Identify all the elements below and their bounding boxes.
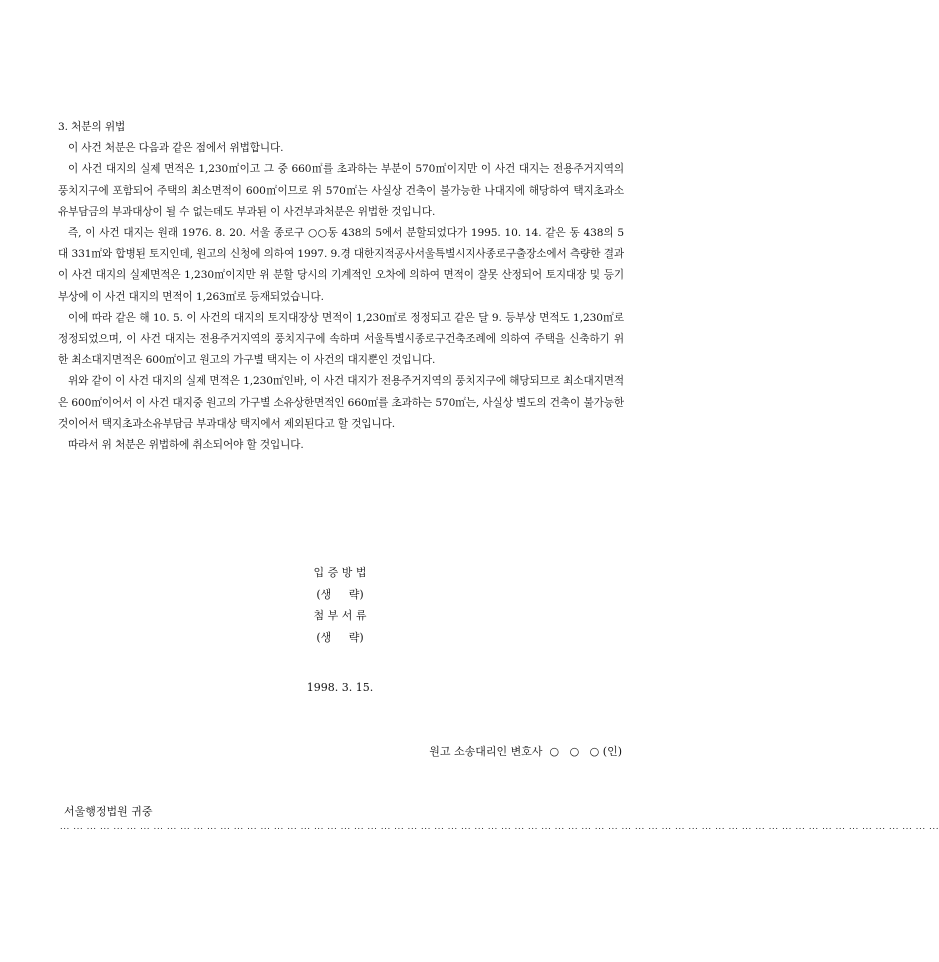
evidence-note: (생 략) (316, 587, 364, 601)
dotted-separator: ... ... ... ... ... ... ... ... ... ... ... ... ... ... ... ... ... ... ... ... ... ... ... ... ... ... ... ... ... ... ... ... ... ... ... ... ... ... ... ... ... ... ... ... ... ... ... ... ... ... ... ... ... ... ... ... ... ... ... ... ... ... ... ... ... ... (60, 822, 939, 831)
filing-date: 1998. 3. 15. (306, 681, 374, 694)
paragraph-4: 이에 따라 같은 해 10. 5. 이 사건의 대지의 토지대장상 면적이 1,230㎡로 정정되고 같은 달 9. 등부상 면적도 1,230㎡로 정정되었으며, 이 사건 대지는 전용주거지역의 풍치지구에 속하며 서울특별시종로구건축조례에 의하여 주택을 신축하기 위한 최소대지면적은 600㎡이고 원고의 가구별 택지는 이 사건의 대지뿐인 것입니다. (58, 311, 624, 367)
attachments-title: 첨 부 서 류 (313, 609, 367, 622)
court-addressee: 서울행정법원 귀중 (64, 805, 153, 818)
section-heading: 3. 처분의 위법 (58, 121, 126, 133)
attachments-note: (생 략) (316, 630, 364, 644)
evidence-title: 입 증 방 법 (313, 566, 367, 579)
document-body (58, 117, 624, 456)
paragraph-6: 따라서 위 처분은 위법하에 취소되어야 할 것입니다. (68, 439, 304, 452)
paragraph-1: 이 사건 처분은 다음과 같은 점에서 위법합니다. (68, 142, 284, 155)
attorney-signature: 원고 소송대리인 변호사 ○ ○ ○ (인) (429, 745, 622, 758)
paragraph-3: 즉, 이 사건 대지는 원래 1976. 8. 20. 서울 종로구 ○○동 438의 5에서 분할되었다가 1995. 10. 14. 같은 동 438의 5 대 331㎡와 합병된 토지인데, 원고의 신청에 의하여 1997. 9.경 대한지적공사서울특별시지사종로구출장소에서 측량한 결과 이 사건 대지의 실제면적은 1,230㎡이지만 위 분할 당시의 기계적인 오차에 의하여 면적이 잘못 산정되어 토지대장 및 등기부상에 이 사건 대지의 면적이 1,263㎡로 등재되었습니다. (58, 227, 624, 303)
paragraph-5: 위와 같이 이 사건 대지의 실제 면적은 1,230㎡인바, 이 사건 대지가 전용주거지역의 풍치지구에 해당되므로 최소대지면적은 600㎡이어서 이 사건 대지중 원고의 가구별 소유상한면적인 660㎡를 초과하는 570㎡는, 사실상 별도의 건축이 불가능한 것이어서 택지초과소유부담금 부과대상 택지에서 제외된다고 할 것입니다. (58, 375, 624, 430)
paragraph-2: 이 사건 대지의 실제 면적은 1,230㎡이고 그 중 660㎡를 초과하는 부분이 570㎡이지만 이 사건 대지는 전용주거지역의 풍치지구에 포함되어 주택의 최소면적이 600㎡이므로 위 570㎡는 사실상 건축이 불가능한 나대지에 해당하여 택지초과소유부담금의 부과대상이 될 수 없는데도 부과된 이 사건부과처분은 위법한 것입니다. (58, 163, 624, 218)
evidence-section (0, 562, 680, 648)
